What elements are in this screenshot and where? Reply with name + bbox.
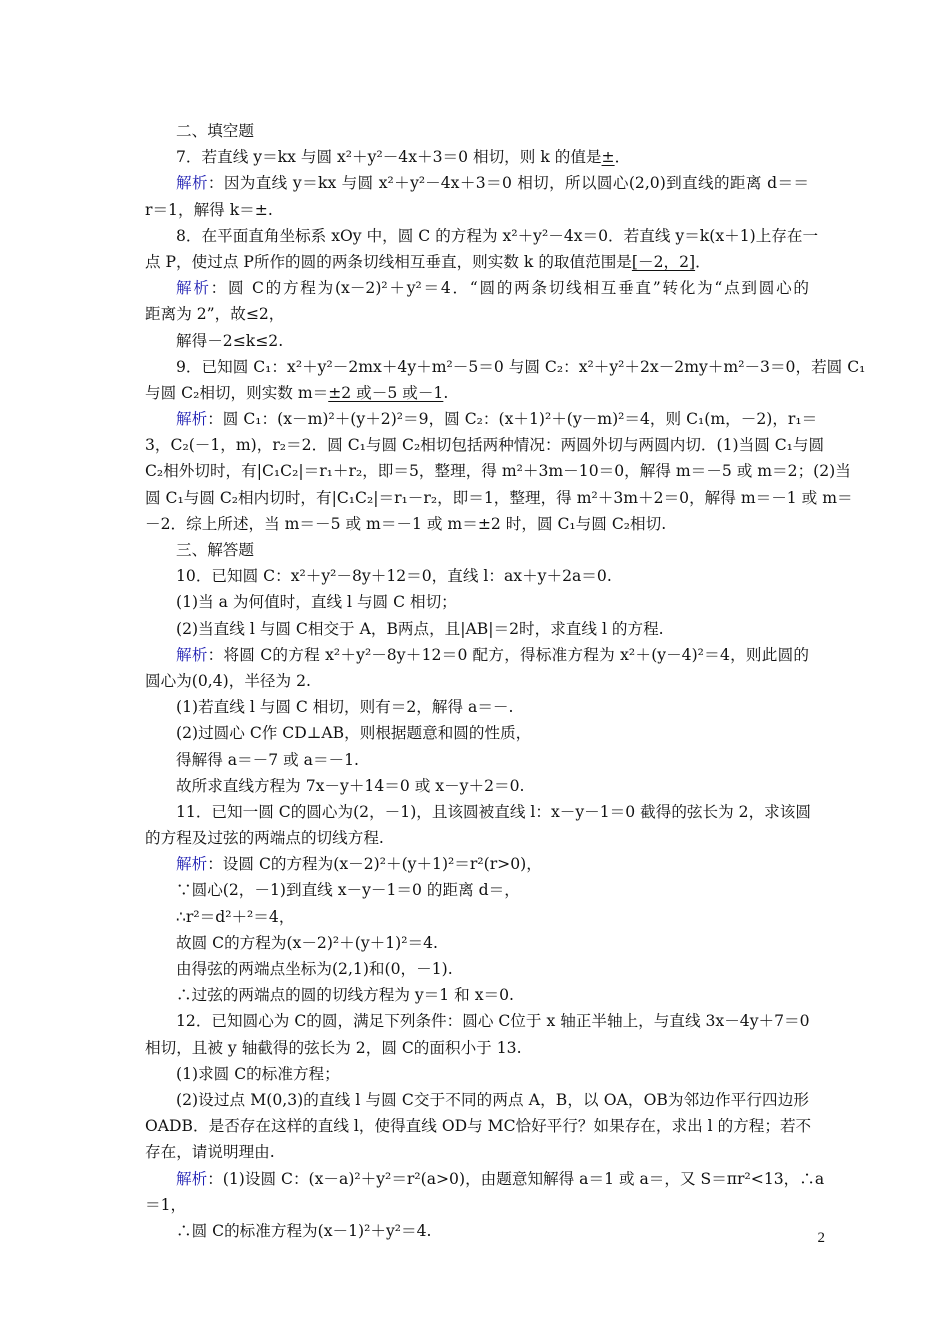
section-heading-solve: 三、解答题	[176, 541, 254, 559]
question-9-line-1: 9．已知圆 C₁：x²＋y²－2mx＋4y＋m²－5＝0 与圆 C₂：x²＋y²＋2x－2my＋m²－3＝0，若圆 C₁	[176, 357, 866, 376]
question-11-line-1: 11．已知一圆 C的圆心为(2，－1)，且该圆被直线 l：x－y－1＝0 截得的弦长为 2，求该圆	[176, 802, 811, 821]
question-7-answer: ±	[601, 148, 615, 167]
question-9-solution-line-2: 3，C₂(－1，m)，r₂＝2．圆 C₁与圆 C₂相切包括两种情况：两圆外切与两圆内切．(1)当圆 C₁与圆	[145, 436, 825, 455]
question-10-solution-line-2: 圆心为(0,4)，半径为 2.	[145, 671, 311, 690]
question-12-line-4: (2)设过点 M(0,3)的直线 l 与圆 C交于不同的两点 A，B，以 OA，OB为邻边作平行四边形	[176, 1090, 809, 1109]
question-11-solution-line-5: 由得弦的两端点坐标为(2,1)和(0，－1).	[176, 960, 453, 978]
question-9-solution-line-3: C₂相外切时，有|C₁C₂|＝r₁＋r₂，即＝5，整理，得 m²＋3m－10＝0，解得 m＝－5 或 m＝2；(2)当	[145, 462, 851, 481]
solution-label: 解析	[176, 645, 208, 664]
solution-label: 解析	[176, 410, 208, 429]
question-10-solution-line-4: (2)过圆心 C作 CD⊥AB，则根据题意和圆的性质，	[176, 724, 532, 743]
question-10-solution-line-6: 故所求直线方程为 7x－y＋14＝0 或 x－y＋2＝0.	[176, 776, 525, 795]
question-12-line-2: 相切，且被 y 轴截得的弦长为 2，圆 C的面积小于 13.	[145, 1038, 522, 1057]
solution-label: 解析	[176, 1169, 208, 1188]
question-11-solution-line-2: ∵圆心(2，－1)到直线 x－y－1＝0 的距离 d＝，	[176, 881, 520, 900]
question-10-line-2: (1)当 a 为何值时，直线 l 与圆 C 相切；	[176, 593, 457, 612]
solution-label: 解析	[176, 855, 208, 874]
question-8-line-2: 点 P，使过点 P所作的圆的两条切线相互垂直，则实数 k 的取值范围是[－2，2]．	[145, 252, 711, 271]
question-8-solution-line-3: 解得－2≤k≤2.	[176, 331, 284, 350]
question-9-solution-line-5: －2．综上所述，当 m＝－5 或 m＝－1 或 m＝±2 时，圆 C₁与圆 C₂相切.	[145, 514, 667, 533]
question-10-line-1: 10．已知圆 C：x²＋y²－8y＋12＝0，直线 l：ax＋y＋2a＝0.	[176, 567, 612, 586]
page-number: 2	[817, 1230, 825, 1246]
question-12-solution-line-2: ＝1，	[145, 1195, 187, 1214]
question-10-solution-line-3: (1)若直线 l 与圆 C 相切，则有＝2，解得 a＝－.	[176, 698, 514, 717]
question-12-solution-line-3: ∴圆 C的标准方程为(x－1)²＋y²＝4.	[176, 1221, 432, 1240]
question-7-solution-line-1: 解析：因为直线 y＝kx 与圆 x²＋y²－4x＋3＝0 相切，所以圆心(2,0)到直线的距离 d＝＝	[176, 174, 809, 193]
solution-label: 解析	[176, 174, 208, 193]
question-12-line-3: (1)求圆 C的标准方程；	[176, 1064, 340, 1083]
question-8-line-1: 8．在平面直角坐标系 xOy 中，圆 C 的方程为 x²＋y²－4x＝0．若直线 y＝k(x＋1)上存在一	[176, 226, 819, 245]
question-9-solution-line-1: 解析：圆 C₁：(x－m)²＋(y＋2)²＝9，圆 C₂：(x＋1)²＋(y－m)²＝4，则 C₁(m，－2)，r₁＝	[176, 410, 818, 429]
question-11-line-2: 的方程及过弦的两端点的切线方程.	[145, 829, 384, 848]
question-12-line-5: OADB．是否存在这样的直线 l，使得直线 OD与 MC恰好平行？如果存在，求出 l 的方程；若不	[145, 1117, 812, 1136]
section-heading-fill-in: 二、填空题	[176, 122, 254, 140]
question-9-answer: ±2 或－5 或－1	[328, 383, 444, 402]
question-10-solution-line-5: 得解得 a＝－7 或 a＝－1.	[176, 750, 360, 769]
question-11-solution-line-6: ∴过弦的两端点的圆的切线方程为 y＝1 和 x＝0.	[176, 986, 514, 1005]
question-7-line-1: 7．若直线 y＝kx 与圆 x²＋y²－4x＋3＝0 相切，则 k 的值是±．	[176, 148, 631, 167]
question-10-line-3: (2)当直线 l 与圆 C相交于 A，B两点，且|AB|＝2时，求直线 l 的方程.	[176, 619, 664, 638]
question-9-solution-line-4: 圆 C₁与圆 C₂相内切时，有|C₁C₂|＝r₁－r₂，即＝1，整理，得 m²＋3m＋2＝0，解得 m＝－1 或 m＝	[145, 488, 853, 507]
question-8-answer: [－2，2]	[631, 252, 696, 271]
question-12-solution-line-1: 解析：(1)设圆 C：(x－a)²＋y²＝r²(a>0)，由题意知解得 a＝1 或 a＝，又 S＝πr²<13，∴a	[176, 1169, 825, 1188]
question-9-line-2: 与圆 C₂相切，则实数 m＝±2 或－5 或－1.	[145, 383, 449, 402]
question-8-solution-line-2: 距离为 2”，故≤2，	[145, 305, 285, 324]
page-content	[145, 118, 866, 1244]
solution-label: 解析	[176, 279, 211, 298]
question-7-solution-line-2: r＝1，解得 k＝±.	[145, 200, 273, 219]
question-8-solution-line-1: 解析：圆 C的方程为(x－2)²＋y²＝4．“圆的两条切线相互垂直”转化为“点到圆心的	[176, 279, 809, 298]
question-11-solution-line-4: 故圆 C的方程为(x－2)²＋(y＋1)²＝4.	[176, 933, 438, 952]
question-11-solution-line-3: ∴r²＝d²＋²＝4，	[176, 907, 295, 926]
question-12-line-1: 12．已知圆心为 C的圆，满足下列条件：圆心 C位于 x 轴正半轴上，与直线 3x－4y＋7＝0	[176, 1012, 810, 1031]
question-10-solution-line-1: 解析：将圆 C的方程 x²＋y²－8y＋12＝0 配方，得标准方程为 x²＋(y－4)²＝4，则此圆的	[176, 645, 809, 664]
question-12-line-6: 存在，请说明理由.	[145, 1143, 275, 1162]
question-11-solution-line-1: 解析：设圆 C的方程为(x－2)²＋(y＋1)²＝r²(r>0)，	[176, 855, 542, 874]
